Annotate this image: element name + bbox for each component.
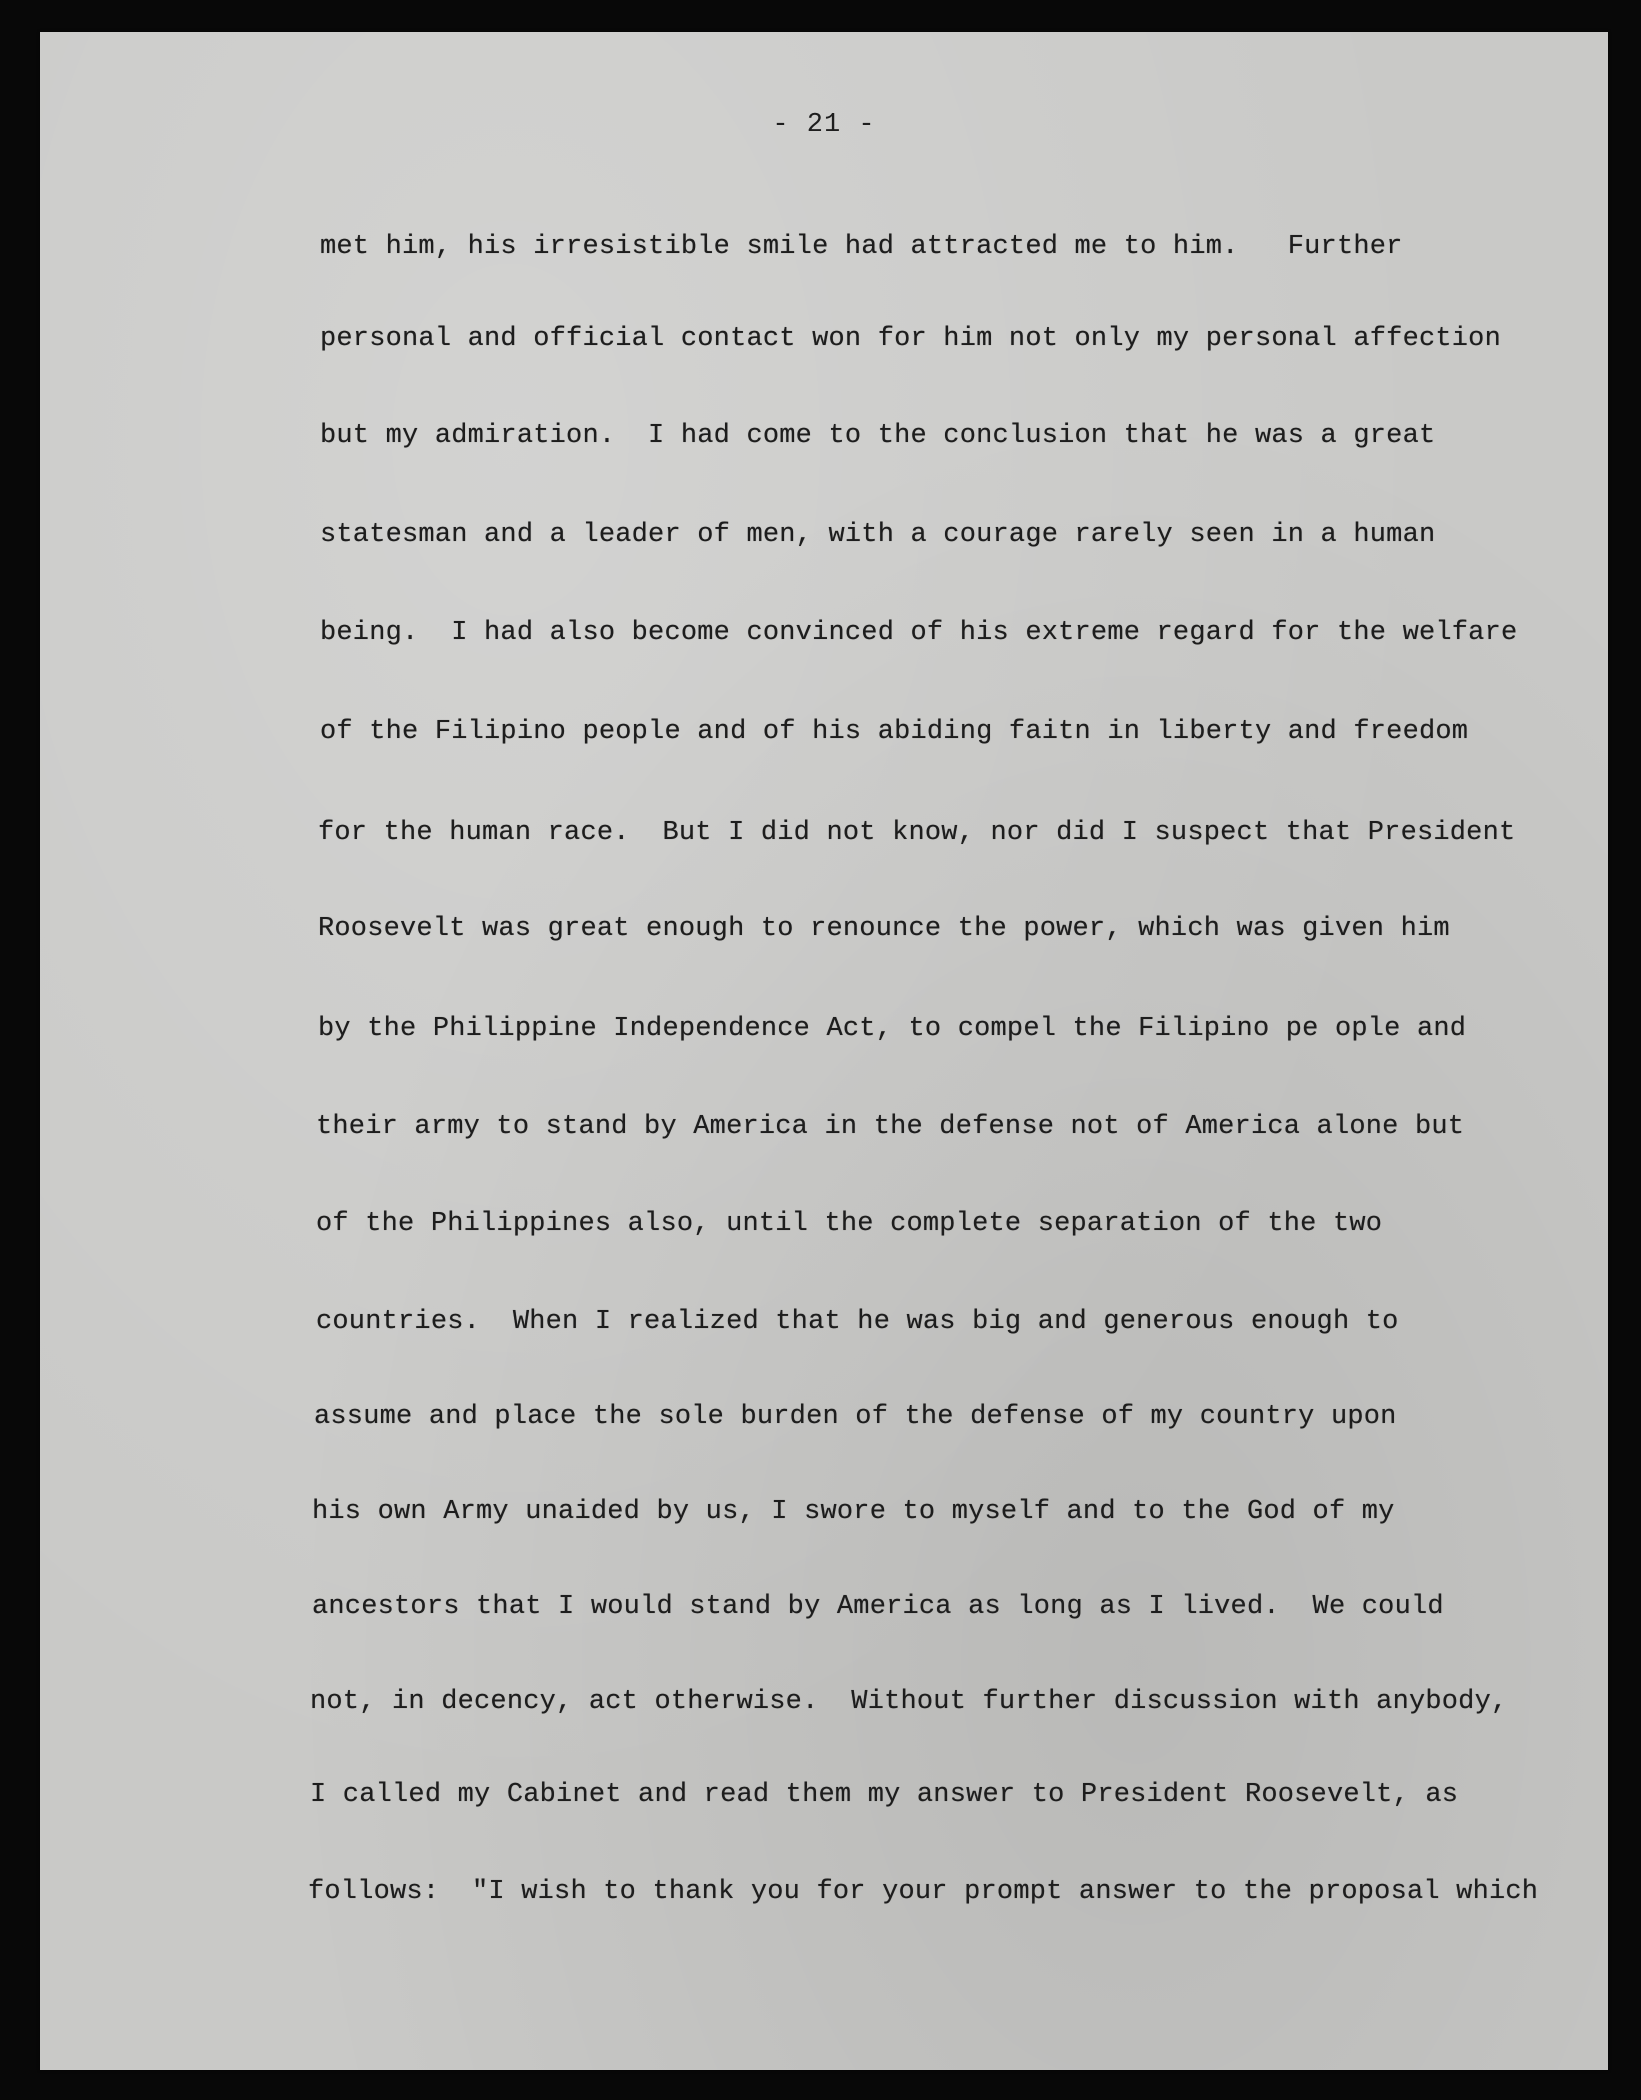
text-line: personal and official contact won for him not only my personal affection (320, 324, 1501, 354)
document-page (40, 32, 1608, 2070)
text-line: not, in decency, act otherwise. Without further discussion with anybody, (310, 1687, 1508, 1717)
text-line: by the Philippine Independence Act, to compel the Filipino pe ople and (318, 1014, 1467, 1044)
text-line: statesman and a leader of men, with a courage rarely seen in a human (320, 520, 1436, 550)
text-line: but my admiration. I had come to the conclusion that he was a great (320, 421, 1436, 451)
text-line: countries. When I realized that he was big and generous enough to (316, 1307, 1399, 1337)
text-line: being. I had also become convinced of his extreme regard for the welfare (320, 618, 1518, 648)
text-line: his own Army unaided by us, I swore to myself and to the God of my (312, 1497, 1395, 1527)
page-number: - 21 - (772, 110, 876, 140)
text-line: their army to stand by America in the defense not of America alone but (316, 1112, 1465, 1142)
text-line: follows: "I wish to thank you for your prompt answer to the proposal which (308, 1877, 1539, 1907)
text-line: of the Philippines also, until the complete separation of the two (316, 1209, 1383, 1239)
text-line: assume and place the sole burden of the defense of my country upon (314, 1402, 1397, 1432)
text-line: ancestors that I would stand by America as long as I lived. We could (312, 1592, 1444, 1622)
text-line: Roosevelt was great enough to renounce the power, which was given him (318, 914, 1450, 944)
body-text (40, 32, 1608, 2070)
text-line: I called my Cabinet and read them my answer to President Roosevelt, as (310, 1780, 1459, 1810)
text-line: met him, his irresistible smile had attracted me to him. Further (320, 232, 1403, 262)
text-line: of the Filipino people and of his abiding faitn in liberty and freedom (320, 717, 1469, 747)
text-line: for the human race. But I did not know, nor did I suspect that President (318, 818, 1516, 848)
